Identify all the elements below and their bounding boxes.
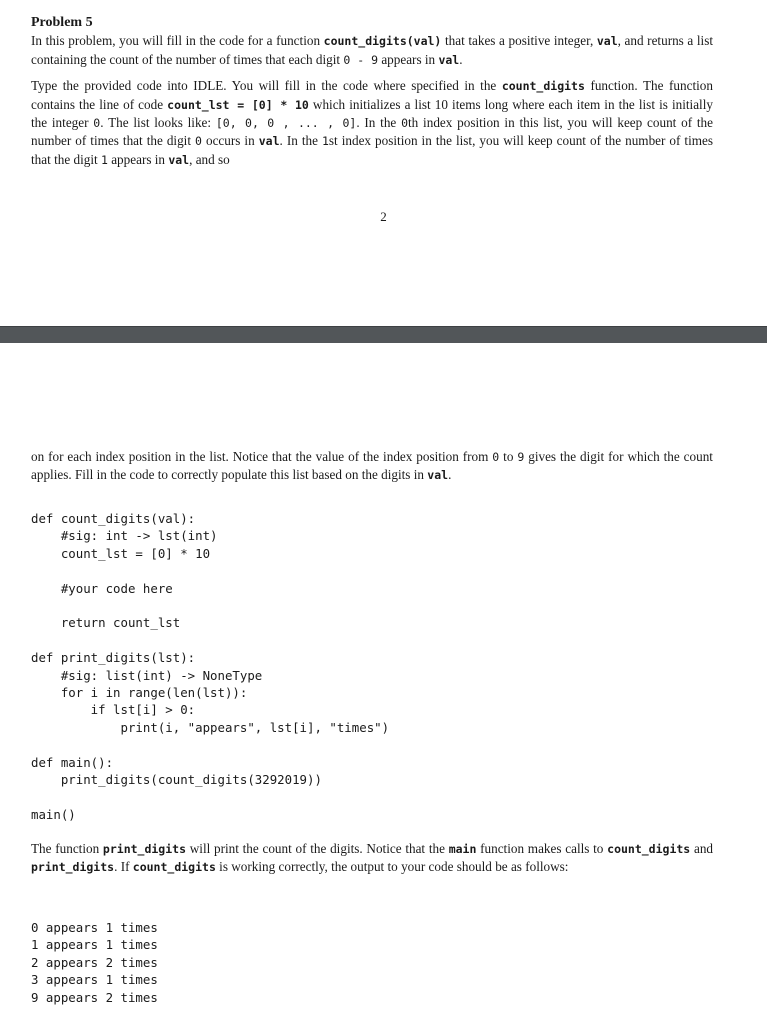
text-run: function. The function contains the line of code [31,78,713,112]
output-line: 3 appears 1 times [31,972,158,988]
text-run: . The list looks like: [100,115,216,131]
code-run: val [438,52,460,67]
code-run: count_digits [501,79,585,94]
code-line: print(i, "appears", lst[i], "times") [31,719,390,735]
text-run: th index position in this list, you will keep count of the number of times that the digit [31,115,713,149]
code-run: val [258,134,280,149]
code-listing [31,510,389,823]
code-line: #sig: list(int) -> NoneType [31,667,263,683]
code-run: val [427,468,449,483]
page-2 [0,343,767,1024]
code-line: #sig: int -> lst(int) [31,528,218,544]
text-run: , and returns a list containing the count of the number of times that each digit [31,33,713,67]
text-run: , and so [189,151,230,167]
text-run: . [448,467,452,483]
code-run: count_lst = [0] * 10 [167,97,309,112]
text-run: gives the digit for which the count applies. Fill in the code to correctly populate this list based on the digits in [31,449,713,483]
code-run: count_digits [132,860,216,875]
code-line: def count_digits(val): [31,511,196,526]
expected-output [31,919,158,1006]
code-line: for i in range(len(lst)): [31,685,248,701]
text-run: In this problem, you will fill in the code for a function [31,33,324,49]
page-number: 2 [380,209,387,224]
code-run: 0 [401,116,409,131]
text-run: and [690,841,714,856]
code-run: 0 [195,134,202,149]
output-line: 9 appears 2 times [31,989,158,1005]
output-line: 0 appears 1 times [31,920,158,935]
code-line: return count_lst [31,615,181,631]
code-run: count_digits [607,842,691,856]
text-run: The function [31,841,103,856]
paragraph-continued [31,448,713,485]
output-line: 2 appears 2 times [31,954,158,970]
text-run: . In the [279,133,322,149]
text-run: Type the provided code into IDLE. You will fill in the code where specified in the [31,78,502,94]
text-run: that takes a positive integer, [441,33,597,49]
code-line: def print_digits(lst): [31,650,196,666]
code-run: main [448,842,477,856]
code-run: val [168,152,190,167]
text-run: st index position in the list, you will keep count of the number of times that the digit [31,133,713,167]
code-line: def main(): [31,754,114,770]
code-line: print_digits(count_digits(3292019)) [31,772,322,788]
output-line: 1 appears 1 times [31,937,158,953]
code-run: print_digits [102,842,187,856]
problem-heading: Problem 5 [31,15,93,30]
text-run: . [459,51,463,67]
text-run: function makes calls to [476,841,608,856]
code-run: count_digits(val) [323,34,442,49]
code-run: 0 [93,116,101,131]
code-run: 0 - 9 [343,52,379,67]
code-run: 9 [517,450,525,464]
code-line: count_lst = [0] * 10 [31,545,211,561]
code-line: #your code here [31,580,173,596]
code-run: val [596,34,618,49]
code-run: print_digits [31,860,115,875]
code-line: main() [31,806,76,822]
text-run: . If [114,859,133,875]
text-run: on for each index position in the list. Notice that the value of the index position from [31,449,493,464]
text-run: will print the count of the digits. Notice that the [186,841,449,856]
paragraph-output [31,840,713,877]
paragraph-instructions [31,77,713,169]
code-run: [0, 0, 0 , ... , 0] [215,116,357,131]
code-run: 1 [321,134,329,149]
code-run: 1 [100,152,108,167]
page-1 [0,0,767,326]
problem-text-top [31,14,713,177]
text-run: . In the [356,115,402,131]
text-run: to [499,449,518,464]
text-run: appears in [107,151,169,167]
text-run: occurs in [201,133,259,149]
code-run: 0 [492,450,500,464]
page-divider [0,326,767,343]
problem-text-continued [31,448,713,493]
code-line: if lst[i] > 0: [31,702,196,718]
text-run: is working correctly, the output to your code should be as follows: [215,859,569,875]
paragraph-intro [31,32,713,69]
text-run: appears in [378,51,439,67]
text-run: which initializes a list 10 items long where each item in the list is initially the integer [31,96,713,131]
problem-text-output-intro [31,840,713,885]
